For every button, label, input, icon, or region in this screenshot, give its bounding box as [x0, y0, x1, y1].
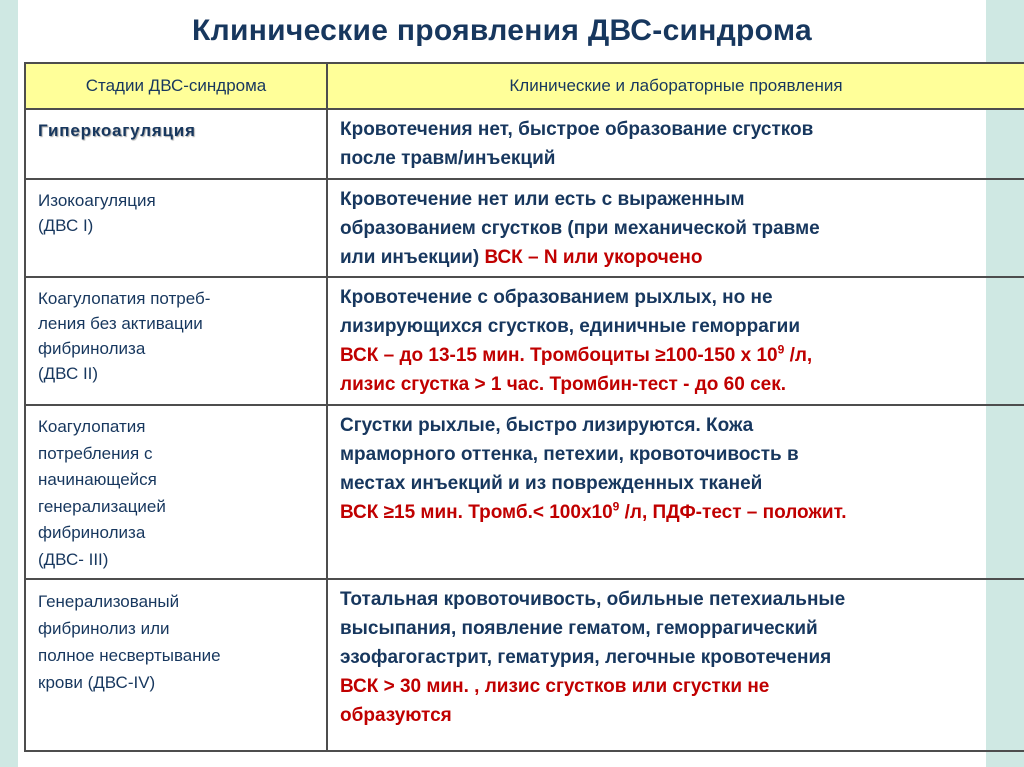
desc-line: лизирующихся сгустков, единичные геморрагии	[340, 316, 801, 337]
description-cell	[327, 579, 1024, 751]
desc-line: эзофагогастрит, гематурия, легочные кровотечения	[340, 647, 832, 668]
desc-line: Сгустки рыхлые, быстро лизируются. Кожа	[340, 415, 754, 436]
stage-line: фибринолиз или	[38, 619, 170, 638]
table-row	[25, 277, 1024, 405]
stage-line: Коагулопатия потреб-	[38, 289, 211, 308]
table-row	[25, 405, 1024, 579]
stage-line: (ДВС- III)	[38, 549, 109, 569]
stage-line: Гиперкоагуляция	[38, 121, 196, 140]
lab-value-text: ВСК ≥15 мин. Тромб.< 100х10	[340, 502, 613, 523]
desc-line: Кровотечение с образованием рыхлых, но не	[340, 287, 773, 308]
desc-text: или инъекции)	[340, 247, 485, 268]
desc-line: Тотальная кровоточивость, обильные петехиальные	[340, 589, 846, 610]
lab-value-text: ВСК > 30 мин.	[340, 676, 469, 697]
desc-line	[340, 243, 1014, 272]
stage-cell	[25, 579, 327, 751]
stage-cell	[25, 179, 327, 277]
desc-line: высыпания, появление гематом, геморрагический	[340, 618, 818, 639]
desc-line: мраморного оттенка, петехии, кровоточивость в	[340, 444, 799, 465]
stage-line: Изокоагуляция	[38, 191, 156, 210]
table-row	[25, 109, 1024, 179]
table-header-row	[25, 63, 1024, 109]
stage-line: фибринолиза	[38, 523, 146, 542]
desc-line: образованием сгустков (при механической травме	[340, 218, 820, 239]
table-row	[25, 179, 1024, 277]
stage-line: ления без активации	[38, 314, 203, 333]
stage-line: (ДВС II)	[38, 364, 99, 383]
lab-value-text: ВСК – до 13-15 мин. Тромбоциты ≥100-150 х 10	[340, 345, 778, 366]
stage-cell	[25, 277, 327, 405]
stage-line: начинающейся	[38, 470, 157, 489]
stage-line: генерализацией	[38, 496, 166, 516]
stage-line: фибринолиза	[38, 339, 146, 358]
stage-line: Коагулопатия	[38, 417, 146, 436]
description-cell	[327, 277, 1024, 405]
dic-stages-table	[24, 62, 1024, 752]
lab-value-sup: 9	[612, 499, 620, 514]
description-cell	[327, 179, 1024, 277]
lab-value-line	[340, 498, 1014, 527]
lab-value-line: лизис сгустка > 1 час. Тромбин-тест - до 60 сек.	[340, 374, 786, 395]
lab-value-text: , лизис сгустков или сгустки не	[468, 676, 770, 697]
desc-line: Кровотечения нет, быстрое образование сгустков	[340, 119, 814, 140]
lab-value-line	[340, 341, 1014, 370]
stage-line: Генерализованый	[38, 592, 180, 611]
stage-cell	[25, 405, 327, 579]
desc-line: образуются	[340, 705, 452, 726]
lab-value-text: ВСК – N или укорочено	[484, 247, 703, 268]
lab-value-text: /л, ПДФ-тест – положит.	[619, 502, 847, 523]
page-title: Клинические проявления ДВС-синдрома	[192, 14, 812, 47]
description-cell	[327, 405, 1024, 579]
table-row	[25, 579, 1024, 751]
stage-cell	[25, 109, 327, 179]
desc-line: после травм/инъекций	[340, 148, 556, 169]
desc-line: местах инъекций и из поврежденных тканей	[340, 473, 763, 494]
desc-line	[340, 672, 1014, 701]
lab-value-text: /л,	[784, 345, 813, 366]
desc-line: Кровотечение нет или есть с выраженным	[340, 189, 745, 210]
lab-value-sup: 9	[777, 342, 785, 357]
stage-line: (ДВС I)	[38, 216, 94, 235]
stage-line: крови (ДВС-IV)	[38, 673, 156, 692]
header-stage: Стадии ДВС-синдрома	[25, 63, 327, 109]
slide	[18, 0, 986, 767]
description-cell	[327, 109, 1024, 179]
stage-line: полное несвертывание	[38, 646, 221, 665]
stage-line: потребления с	[38, 443, 153, 463]
header-manifestations: Клинические и лабораторные проявления	[327, 63, 1024, 109]
